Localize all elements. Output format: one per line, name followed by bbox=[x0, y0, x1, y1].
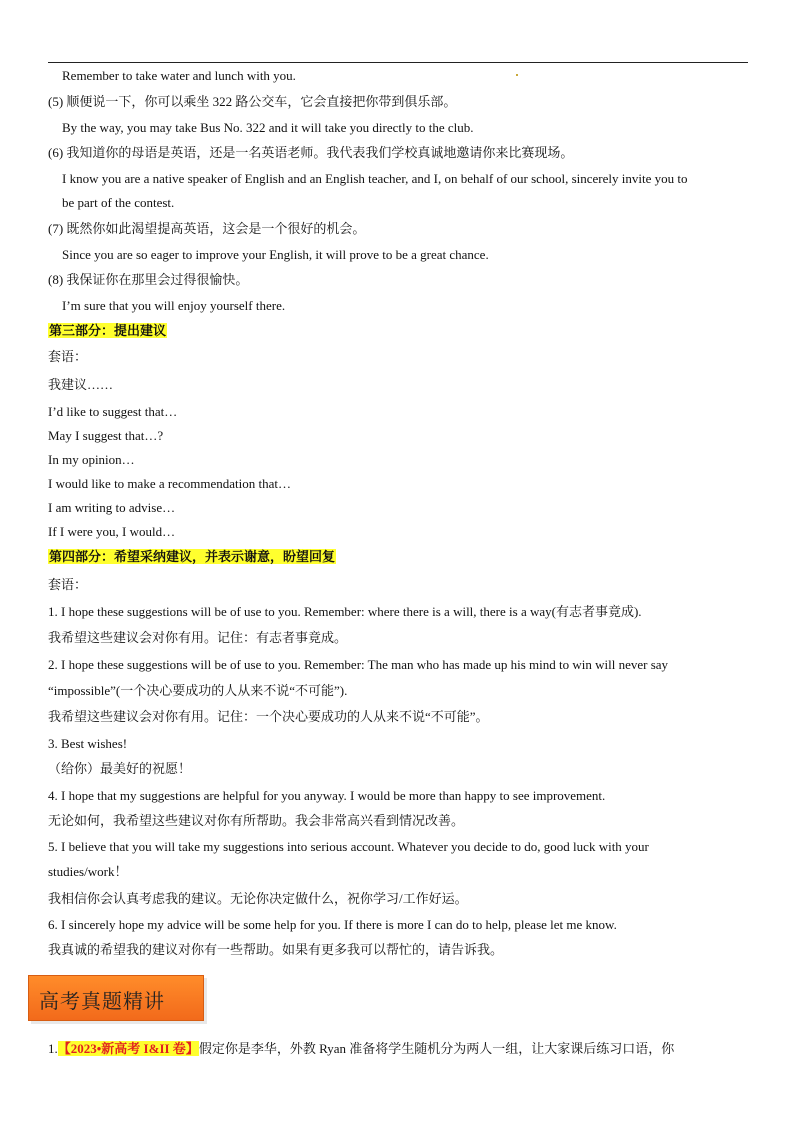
text-line: 4. I hope that my suggestions are helpful for you anyway. I would be more than happy to see improvement. bbox=[48, 788, 606, 803]
text-line: (6) 我知道你的母语是英语，还是一名英语老师。我代表我们学校真诚地邀请你来比赛现场。 bbox=[48, 145, 574, 160]
question-line bbox=[48, 1041, 674, 1057]
text-line: 5. I believe that you will take my suggestions into serious account. Whatever you decide to do, good luck with your bbox=[48, 839, 649, 854]
text-line: I would like to make a recommendation that… bbox=[48, 476, 291, 491]
question-tag: 【2023•新高考 I&II 卷】 bbox=[57, 1041, 199, 1056]
text-line: be part of the contest. bbox=[62, 195, 175, 210]
text-line: (5) 顺便说一下，你可以乘坐 322 路公交车，它会直接把你带到俱乐部。 bbox=[48, 94, 457, 109]
text-line: I am writing to advise… bbox=[48, 500, 176, 515]
section-heading bbox=[48, 549, 336, 565]
text-line: 我希望这些建议会对你有用。记住：有志者事竟成。 bbox=[48, 630, 348, 645]
text-line: I’m sure that you will enjoy yourself there. bbox=[62, 298, 286, 313]
text-line: (8) 我保证你在那里会过得很愉快。 bbox=[48, 272, 249, 287]
text-line: 我真诚的希望我的建议对你有一些帮助。如果有更多我可以帮忙的，请告诉我。 bbox=[48, 942, 504, 957]
text-line: “impossible”(一个决心要成功的人从来不说“不可能”). bbox=[48, 683, 348, 698]
question-text: 假定你是李华，外教 Ryan 准备将学生随机分为两人一组，让大家课后练习口语，你 bbox=[198, 1041, 675, 1056]
text-line: 套语： bbox=[48, 349, 88, 364]
section-heading-text: 第三部分：提出建议 bbox=[49, 323, 167, 338]
section-banner bbox=[28, 975, 204, 1021]
text-line: studies/work！ bbox=[48, 864, 128, 879]
text-line: 我建议…… bbox=[48, 377, 114, 392]
section-heading bbox=[48, 323, 167, 339]
text-line: If I were you, I would… bbox=[48, 524, 176, 539]
text-line: I’d like to suggest that… bbox=[48, 404, 178, 419]
banner-title: 高考真题精讲 bbox=[39, 989, 165, 1013]
text-line: Remember to take water and lunch with you. bbox=[62, 68, 296, 83]
section-heading-text: 第四部分：希望采纳建议，并表示谢意，盼望回复 bbox=[49, 549, 336, 564]
text-line: I know you are a native speaker of English and an English teacher, and I, on behalf of our school, sincerely invite you to bbox=[62, 171, 688, 186]
text-line: 2. I hope these suggestions will be of use to you. Remember: The man who has made up his mind to win will never say bbox=[48, 657, 669, 672]
text-line: 我希望这些建议会对你有用。记住：一个决心要成功的人从来不说“不可能”。 bbox=[48, 709, 489, 724]
text-line: 我相信你会认真考虑我的建议。无论你决定做什么，祝你学习/工作好运。 bbox=[48, 891, 468, 906]
decorative-dot bbox=[516, 74, 518, 76]
text-line: 6. I sincerely hope my advice will be some help for you. If there is more I can do to help, please let me know. bbox=[48, 917, 617, 932]
text-line: 3. Best wishes! bbox=[48, 736, 128, 751]
text-line: In my opinion… bbox=[48, 452, 135, 467]
text-line: （给你）最美好的祝愿！ bbox=[48, 761, 192, 776]
header-rule bbox=[48, 62, 748, 63]
text-line: (7) 既然你如此渴望提高英语，这会是一个很好的机会。 bbox=[48, 221, 366, 236]
question-number: 1. bbox=[48, 1041, 58, 1056]
text-line: 1. I hope these suggestions will be of use to you. Remember: where there is a will, there is a way(有志者事竟成). bbox=[48, 604, 642, 619]
text-line: 套语： bbox=[48, 577, 88, 592]
text-line: 无论如何，我希望这些建议对你有所帮助。我会非常高兴看到情况改善。 bbox=[48, 813, 465, 828]
text-line: By the way, you may take Bus No. 322 and it will take you directly to the club. bbox=[62, 120, 474, 135]
text-line: Since you are so eager to improve your English, it will prove to be a great chance. bbox=[62, 247, 489, 262]
text-line: May I suggest that…? bbox=[48, 428, 164, 443]
